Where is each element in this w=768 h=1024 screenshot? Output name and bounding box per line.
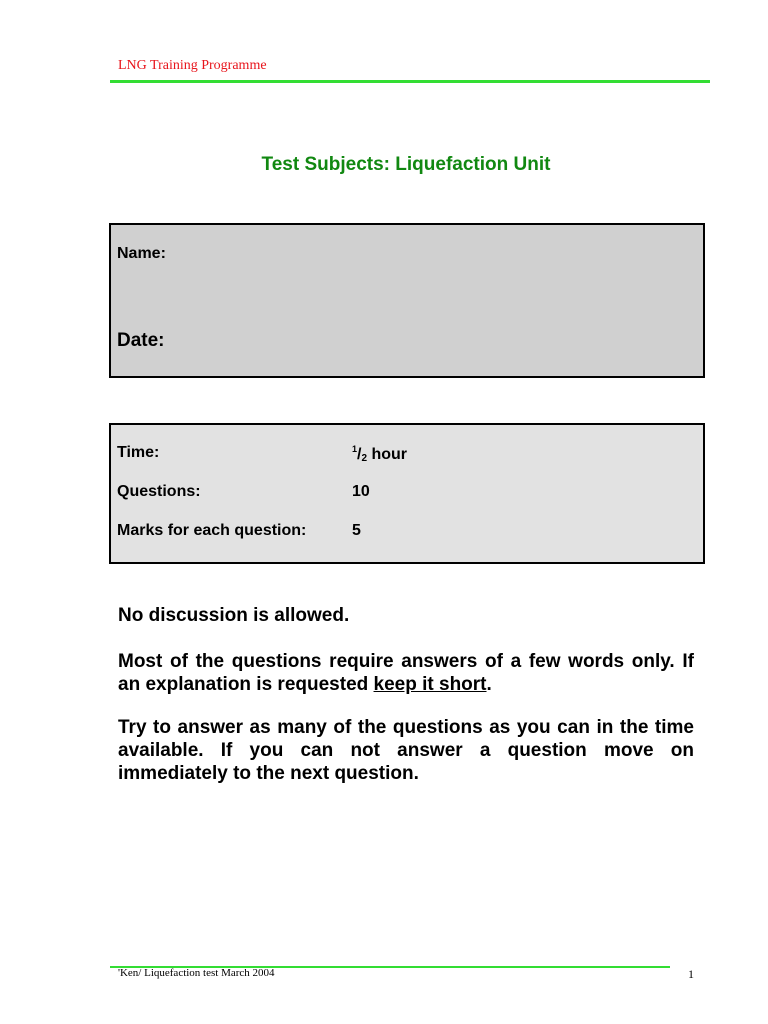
marks-label: Marks for each question: <box>117 522 307 539</box>
test-info-box <box>109 423 705 564</box>
header-rule <box>110 80 710 83</box>
page-header: LNG Training Programme <box>118 58 267 73</box>
time-label: Time: <box>117 444 160 461</box>
date-label: Date: <box>117 330 165 351</box>
candidate-details-box <box>109 223 705 378</box>
instruction-time: Try to answer as many of the questions as you can in the time available. If you can not answer a question move on immediately to the next question. <box>118 717 694 784</box>
name-label: Name: <box>117 245 166 262</box>
fraction-slash: / <box>357 446 362 463</box>
footer-text: 'Ken/ Liquefaction test March 2004 <box>118 967 275 979</box>
fraction-numerator: 1 <box>352 444 358 454</box>
instruction-answers-end: . <box>486 674 492 695</box>
page-number: 1 <box>688 967 694 981</box>
questions-value: 10 <box>352 483 370 500</box>
time-unit: hour <box>367 446 408 463</box>
keep-it-short-emphasis: keep it short <box>373 674 487 695</box>
instruction-no-discussion: No discussion is allowed. <box>118 605 350 626</box>
document-title: Test Subjects: Liquefaction Unit <box>261 154 551 175</box>
marks-value: 5 <box>352 522 361 539</box>
instruction-answers-text: Most of the questions require answers of a few words only. If an explanation is requested <box>118 651 694 695</box>
time-value <box>352 444 407 464</box>
instruction-answers <box>118 650 694 696</box>
questions-label: Questions: <box>117 483 201 500</box>
fraction-denominator: 2 <box>361 453 368 464</box>
